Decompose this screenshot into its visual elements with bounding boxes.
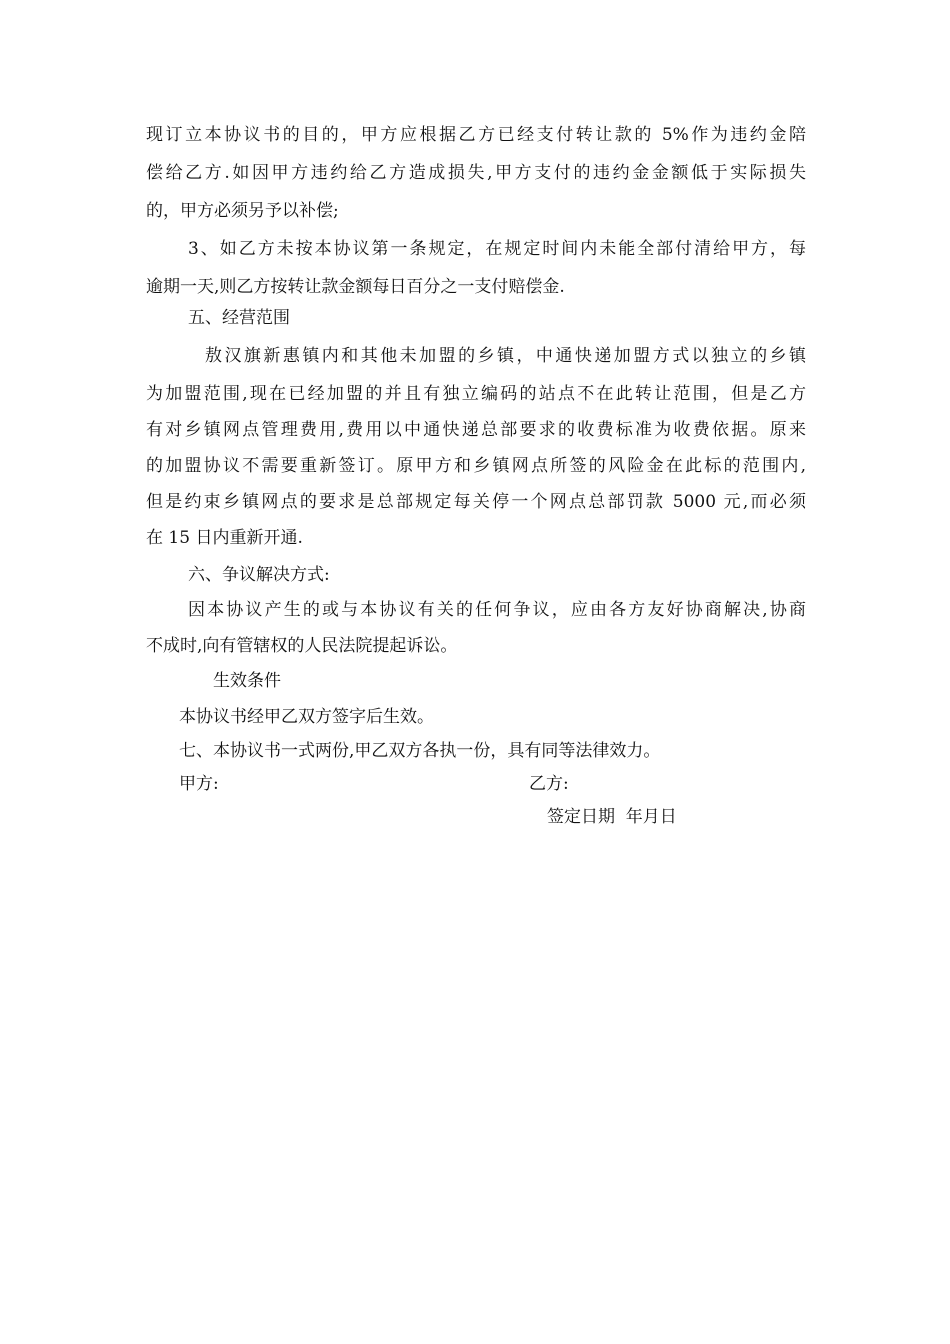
clause4-line-2: 偿给乙方.如因甲方违约给乙方造成损失,甲方支付的违约金金额低于实际损失 — [146, 163, 806, 183]
section5-line-2: 为加盟范围,现在已经加盟的并且有独立编码的站点不在此转让范围，但是乙方 — [146, 384, 806, 404]
section5-heading: 五、经营范围 — [188, 308, 290, 328]
sign-date: 签定日期 年月日 — [547, 807, 677, 827]
section5-line-3: 有对乡镇网点管理费用,费用以中通快递总部要求的收费标准为收费依据。原来 — [146, 420, 806, 440]
section5-line-4: 的加盟协议不需要重新签订。原甲方和乡镇网点所签的风险金在此标的范围内, — [146, 456, 806, 476]
clause4-line-3: 的，甲方必须另予以补偿; — [146, 201, 339, 221]
party-b-label: 乙方: — [529, 774, 569, 794]
section7-line-1: 七、本协议书一式两份,甲乙双方各执一份，具有同等法律效力。 — [179, 741, 661, 761]
section6-line-1: 因本协议产生的或与本协议有关的任何争议，应由各方友好协商解决,协商 — [188, 600, 806, 620]
clause4-line-1: 现订立本协议书的目的，甲方应根据乙方已经支付转让款的 5%作为违约金陪 — [146, 125, 806, 145]
section5-line-6: 在 15 日内重新开通. — [146, 528, 303, 548]
section6-line-2: 不成时,向有管辖权的人民法院提起诉讼。 — [146, 636, 458, 656]
clause4-item3-line-1: 3、如乙方未按本协议第一条规定，在规定时间内未能全部付清给甲方，每 — [188, 239, 806, 259]
effect-heading: 生效条件 — [213, 671, 281, 691]
clause4-item3-line-2: 逾期一天,则乙方按转让款金额每日百分之一支付赔偿金. — [146, 277, 565, 297]
section5-line-1: 敖汉旗新惠镇内和其他未加盟的乡镇，中通快递加盟方式以独立的乡镇 — [205, 346, 806, 366]
section5-line-5: 但是约束乡镇网点的要求是总部规定每关停一个网点总部罚款 5000 元,而必须 — [146, 492, 806, 512]
effect-line-1: 本协议书经甲乙双方签字后生效。 — [179, 707, 434, 727]
section6-heading: 六、争议解决方式: — [188, 565, 330, 585]
party-a-label: 甲方: — [179, 774, 219, 794]
